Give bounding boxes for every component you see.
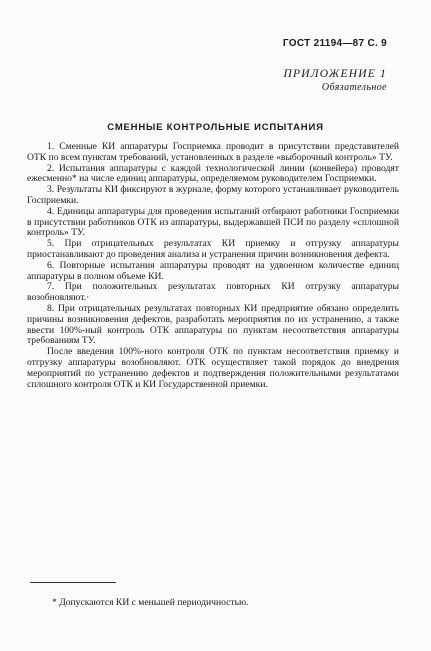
appendix-subtitle: Обязательное bbox=[321, 82, 387, 93]
paragraph-5: 5. При отрицательных результатах КИ приемку и отгрузку аппаратуры приостанавливают до проведения анализа и устранения причин возникновения дефекта. bbox=[27, 238, 399, 260]
paragraph-6: 6. Повторные испытания аппаратуры проводят на удвоенном количестве единиц аппаратуры в полном объеме КИ. bbox=[27, 259, 399, 282]
paragraph-9: После введения 100%-ного контроля ОТК по пунктам несоответствия приемку и отгрузку аппаратуры возобновляют. ОТК осуществляет такой порядок до внедрения мероприятий по устранению дефектов и подтверждения положительными результатами сплошного контроля ОТК и КИ Государственной приемки. bbox=[27, 346, 399, 390]
paragraph-7: 7. При положительных результатах повторных КИ отгрузку аппаратуры возобновляют.· bbox=[27, 281, 399, 304]
footnote-rule bbox=[30, 582, 116, 583]
appendix-title: ПРИЛОЖЕНИЕ 1 bbox=[283, 68, 387, 80]
paragraph-8: 8. При отрицательных результатах повторных КИ предприятие обязано определить причины возникновения дефектов, разработать мероприятия по их устранению, а также ввести 100%-ный контроль ОТК аппаратуры по пунктам несоответствия аппаратуры требованиям ТУ. bbox=[27, 302, 399, 347]
paragraph-2: 2. Испытания аппаратуры с каждой технологической линии (конвейера) проводят ежесменно* на числе единиц аппаратуры, определяемом руководителем Госприемки. bbox=[27, 162, 399, 185]
appendix-block bbox=[283, 68, 387, 93]
page-header: ГОСТ 21194—87 С. 9 bbox=[282, 38, 387, 49]
paragraph-3: 3. Результаты КИ фиксируют в журнале, форму которого устанавливает руководитель Госприемки. bbox=[27, 184, 399, 206]
body-text bbox=[27, 142, 399, 390]
paragraph-1: 1. Сменные КИ аппаратуры Госприемка проводит в присутствии представителей ОТК по всем пунктам требований, установленных в разделе «выборочный контроль» ТУ. bbox=[27, 141, 399, 163]
paragraph-4: 4. Единицы аппаратуры для проведения испытаний отбирают работники Госприемки в присутствии работников ОТК из аппаратуры, выдержавшей ПСИ по разделу «сплошной контроль» ТУ. bbox=[27, 205, 399, 239]
footnote: * Допускаются КИ с меньшей периодичностью. bbox=[52, 597, 249, 608]
section-title: СМЕННЫЕ КОНТРОЛЬНЫЕ ИСПЫТАНИЯ bbox=[107, 122, 324, 133]
